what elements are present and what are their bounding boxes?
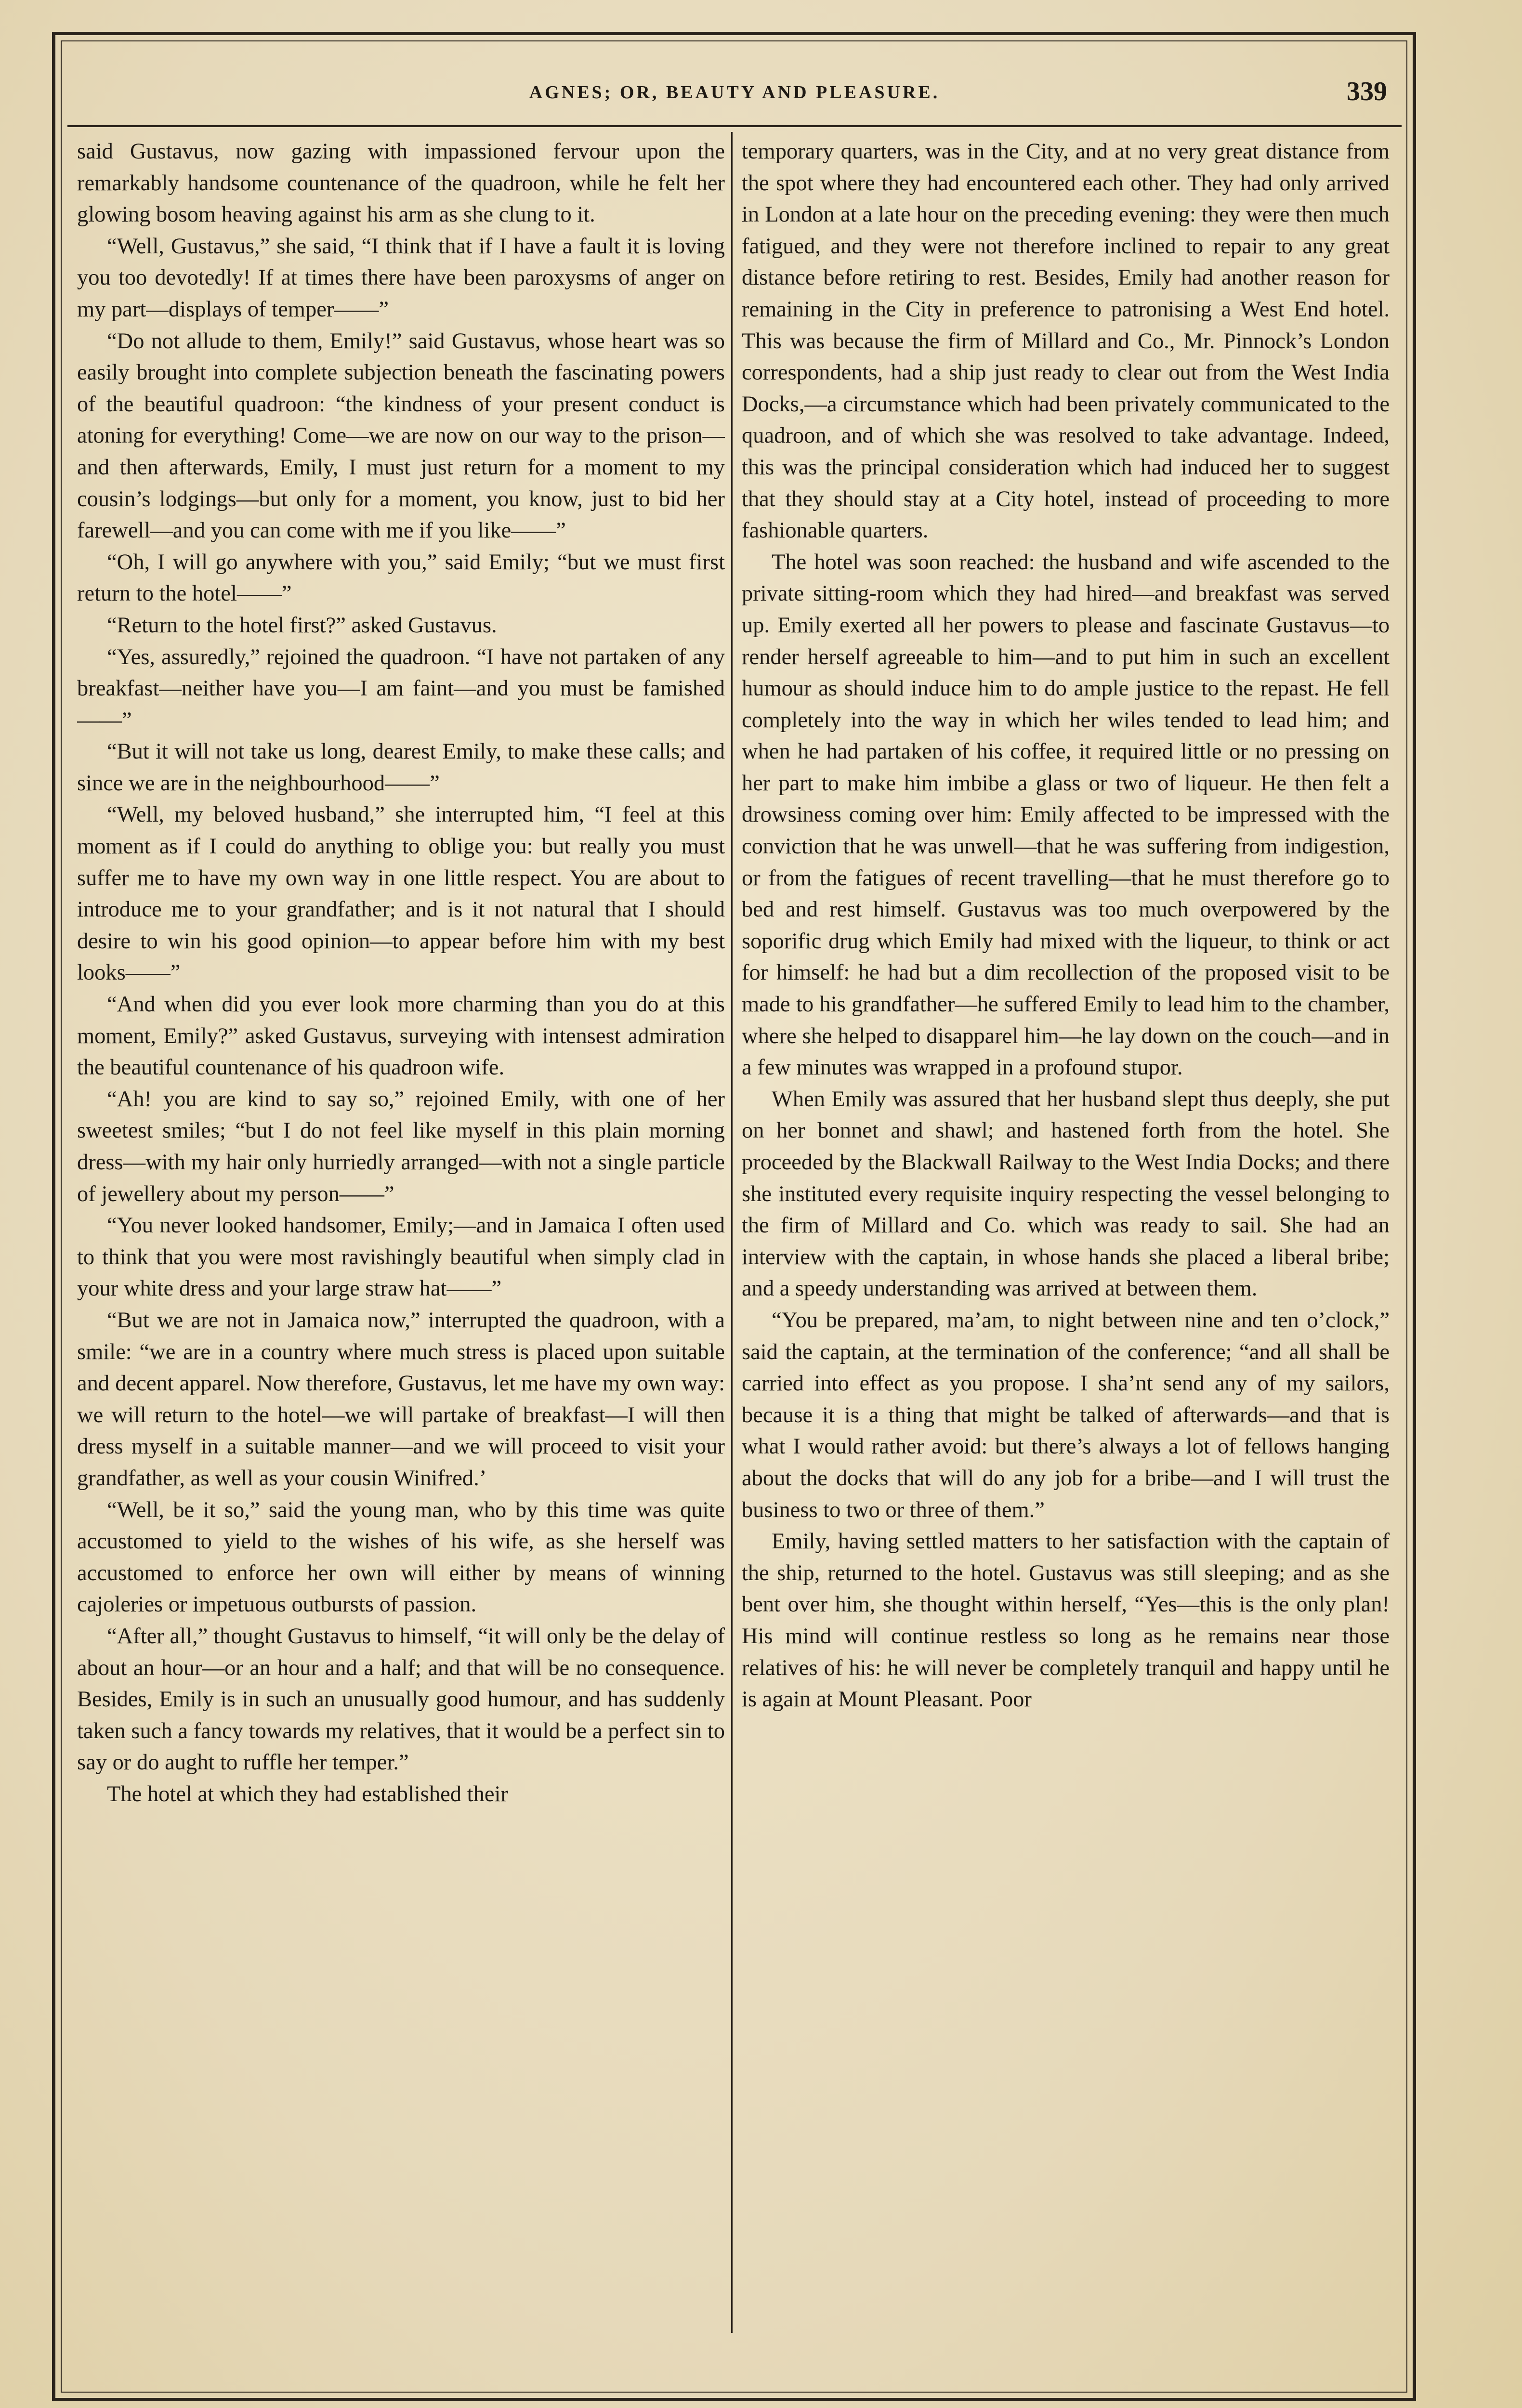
- paragraph: temporary quarters, was in the City, and at no very great distance from the spot where they had encountered each other. They had only arrived in London at a late hour on the preceding evening: they were then much fatigued, and they were not therefore inclined to repair to any great distance before retiring to rest. Besides, Emily had another reason for remaining in the City in preference to patronising a West End hotel. This was because the firm of Millard and Co., Mr. Pinnock’s London correspondents, had a ship just ready to clear out from the West India Docks,—a circumstance which had been privately communicated to the quadroon, and of which she was resolved to take advantage. Indeed, this was the principal consideration which had induced her to suggest that they should stay at a City hotel, instead of proceeding to more fashionable quarters.: [742, 139, 1390, 543]
- running-header: [67, 72, 1402, 127]
- paragraph: “Well, be it so,” said the young man, who by this time was quite accustomed to yield to the wishes of his wife, as she herself was accustomed to enforce her own will either by means of winning cajoleries or impetuous outbursts of passion.: [77, 1497, 725, 1617]
- paragraph: “You be prepared, ma’am, to night between nine and ten o’clock,” said the captain, at the termination of the conference; “and all shall be carried into effect as you propose. I sha’nt send any of my sailors, because it is a thing that might be talked of afterwards—and that is what I would rather avoid: but there’s always a lot of fellows hanging about the docks that will do any job for a bribe—and I will trust the business to two or three of them.”: [742, 1308, 1390, 1522]
- page-number: 339: [1347, 77, 1387, 106]
- text-column-right: [742, 136, 1390, 2332]
- paragraph: “But we are not in Jamaica now,” interrupted the quadroon, with a smile: “we are in a country where much stress is placed upon suitable and decent apparel. Now therefore, Gustavus, let me have my own way: we will return to the hotel—we will partake of breakfast—I will then dress myself in a suitable manner—and we will proceed to visit your grandfather, as well as your cousin Winifred.’: [77, 1308, 725, 1491]
- running-title: AGNES; OR, BEAUTY AND PLEASURE.: [529, 82, 940, 103]
- paragraph: “And when did you ever look more charming than you do at this moment, Emily?” asked Gustavus, surveying with intensest admiration the beautiful countenance of his quadroon wife.: [77, 992, 725, 1080]
- paragraph: “Ah! you are kind to say so,” rejoined Emily, with one of her sweetest smiles; “but I do not feel like myself in this plain morning dress—with my hair only hurriedly arranged—with not a single particle of jewellery about my person——”: [77, 1086, 725, 1206]
- paragraph: “After all,” thought Gustavus to himself, “it will only be the delay of about an hour—or an hour and a half; and that will be no consequence. Besides, Emily is in such an unusually good humour, and has suddenly taken such a fancy towards my relatives, that it would be a perfect sin to say or do aught to ruffle her temper.”: [77, 1623, 725, 1775]
- paragraph: “Do not allude to them, Emily!” said Gustavus, whose heart was so easily brought into complete subjection beneath the fascinating powers of the beautiful quadroon: “the kindness of your present conduct is atoning for everything! Come—we are now on our way to the prison—and then afterwards, Emily, I must just return for a moment to my cousin’s lodgings—but only for a moment, you know, just to bid her farewell—and you can come with me if you like——”: [77, 328, 725, 543]
- paragraph: “You never looked handsomer, Emily;—and in Jamaica I often used to think that you were most ravishingly beautiful when simply clad in your white dress and your large straw hat——”: [77, 1213, 725, 1301]
- paragraph: “Return to the hotel first?” asked Gustavus.: [107, 613, 497, 638]
- text-column-left: [77, 136, 725, 2332]
- paragraph: “But it will not take us long, dearest Emily, to make these calls; and since we are in the neighbourhood——”: [77, 739, 725, 796]
- paragraph: “Oh, I will go anywhere with you,” said Emily; “but we must first return to the hotel——”: [77, 550, 725, 606]
- paragraph: “Well, my beloved husband,” she interrupted him, “I feel at this moment as if I could do anything to oblige you: but really you must suffer me to have my own way in one little respect. You are about to introduce me to your grandfather; and is it not natural that I should desire to win his good opinion—to appear before him with my best looks——”: [77, 802, 725, 985]
- paragraph: “Well, Gustavus,” she said, “I think that if I have a fault it is loving you too devotedly! If at times there have been paroxysms of anger on my part—displays of temper——”: [77, 234, 725, 322]
- paragraph: “Yes, assuredly,” rejoined the quadroon. “I have not partaken of any breakfast—neither have you—I am faint—and you must be famished——”: [77, 644, 725, 733]
- paragraph: The hotel was soon reached: the husband and wife ascended to the private sitting-room which they had hired—and breakfast was served up. Emily exerted all her powers to please and fascinate Gustavus—to render herself agreeable to him—and to put him in such an excellent humour as should induce him to do ample justice to the repast. He fell completely into the way in which her wiles tended to lead him; and when he had partaken of his coffee, it required little or no pressing on her part to make him imbibe a glass or two of liqueur. He then felt a drowsiness coming over him: Emily affected to be impressed with the conviction that he was unwell—that he was suffering from indigestion, or from the fatigues of recent travelling—that he must therefore go to bed and rest himself. Gustavus was too much overpowered by the soporific drug which Emily had mixed with the liqueur, to think or act for himself: he had but a dim recollection of the proposed visit to be made to his grandfather—he suffered Emily to lead him to the chamber, where she helped to disapparel him—he lay down on the couch—and in a few minutes was wrapped in a profound stupor.: [742, 550, 1390, 1080]
- paragraph: said Gustavus, now gazing with impassioned fervour upon the remarkably handsome countenance of the quadroon, while he felt her glowing bosom heaving against his arm as she clung to it.: [77, 139, 725, 227]
- paragraph: Emily, having settled matters to her satisfaction with the captain of the ship, returned to the hotel. Gustavus was still sleeping; and as she bent over him, she thought within herself, “Yes—this is the only plan! His mind will continue restless so long as he remains near those relatives of his: he will never be completely tranquil and happy until he is again at Mount Pleasant. Poor: [742, 1529, 1390, 1712]
- paragraph: The hotel at which they had established their: [107, 1781, 508, 1806]
- paragraph: When Emily was assured that her husband slept thus deeply, she put on her bonnet and shawl; and hastened forth from the hotel. She proceeded by the Blackwall Railway to the West India Docks; and there she instituted every requisite inquiry respecting the vessel belonging to the firm of Millard and Co. which was ready to sail. She had an interview with the captain, in whose hands she placed a liberal bribe; and a speedy understanding was arrived at between them.: [742, 1086, 1390, 1301]
- column-divider: [731, 132, 733, 2333]
